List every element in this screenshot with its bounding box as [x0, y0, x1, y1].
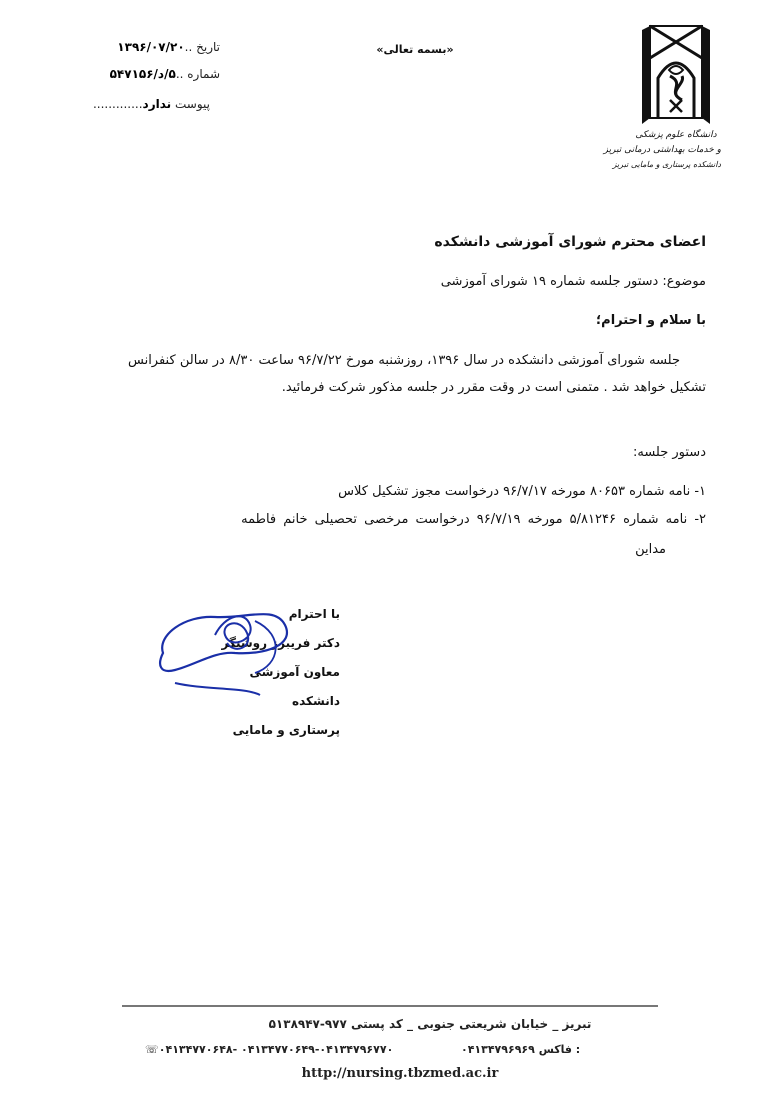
signature-closing: با احترام: [288, 607, 340, 621]
number-value: ۵/د/۵۴۷۱۵۶: [109, 67, 176, 81]
signature-block: [210, 600, 340, 745]
university-logo: [603, 18, 721, 178]
letter-attachment: پیوست ندارد.............: [92, 97, 210, 111]
attachment-label: پیوست: [175, 97, 210, 111]
logo-caption-line3: دانشکده پرستاری و مامایی تبریز: [612, 160, 721, 169]
bismillah-heading: «بسمه تعالی»: [376, 43, 454, 56]
telephone-icon: ☏: [145, 1043, 159, 1056]
letter-date: تاریخ ..۱۳۹۶/۰۷/۲۰: [117, 40, 220, 54]
footer-contact-line: [145, 1043, 635, 1056]
signatory-department: پرستاری و مامایی: [232, 723, 340, 737]
attachment-value: ندارد: [142, 97, 172, 111]
university-emblem-icon: [636, 18, 716, 133]
agenda-item: ۱- نامه شماره ۸۰۶۵۳ مورخه ۹۶/۷/۱۷ درخواست مجوز تشکیل کلاس: [338, 484, 706, 499]
date-label: تاریخ: [196, 40, 220, 54]
fax-number: ۰۴۱۳۴۷۹۶۹۶۹: [460, 1043, 535, 1056]
footer-address: تبریز _ خیابان شریعتی جنوبی _ کد پستی ۹۷۷-۵۱۳۸۹۴۷: [268, 1017, 592, 1031]
body-paragraph: جلسه شورای آموزشی دانشکده در سال ۱۳۹۶، روزشنبه مورخ ۹۶/۷/۲۲ ساعت ۸/۳۰ در سالن کنفرانس تشکیل خواهد شد . متمنی است در وقت مقرر در جلسه مذکور شرکت فرمائید.: [128, 353, 706, 395]
signatory-title: معاون آموزشی دانشکده: [249, 665, 340, 708]
logo-caption-line1: دانشگاه علوم پزشکی: [635, 130, 717, 140]
agenda-item-continuation: مداین: [635, 542, 666, 557]
signatory-name: دکتر فریبرز روشنگر: [221, 636, 340, 650]
greeting: با سلام و احترام؛: [595, 313, 706, 328]
phone-numbers: ۰۴۱۳۴۷۷۰۶۴۸- ۰۴۱۳۴۷۷۰۶۴۹-۰۴۱۳۴۷۹۶۷۷۰: [158, 1043, 394, 1056]
footer-website-link[interactable]: http://nursing.tbzmed.ac.ir: [301, 1066, 499, 1081]
agenda-item: ۲- نامه شماره ۵/۸۱۲۴۶ مورخه ۹۶/۷/۱۹ درخواست مرخصی تحصیلی خانم فاطمه: [241, 512, 706, 527]
agenda-label: دستور جلسه:: [632, 445, 706, 460]
logo-caption-line2: و خدمات بهداشتی درمانی تبریز: [603, 145, 721, 155]
addressee: اعضای محترم شورای آموزشی دانشکده: [434, 234, 706, 250]
footer-divider: [122, 1005, 658, 1007]
subject-line: موضوع: دستور جلسه شماره ۱۹ شورای آموزشی: [440, 274, 706, 289]
date-value: ۱۳۹۶/۰۷/۲۰: [117, 40, 185, 54]
letter-number: شماره ..۵/د/۵۴۷۱۵۶: [109, 67, 220, 81]
number-label: شماره: [187, 67, 220, 81]
fax-label: : فاکس: [538, 1043, 581, 1056]
